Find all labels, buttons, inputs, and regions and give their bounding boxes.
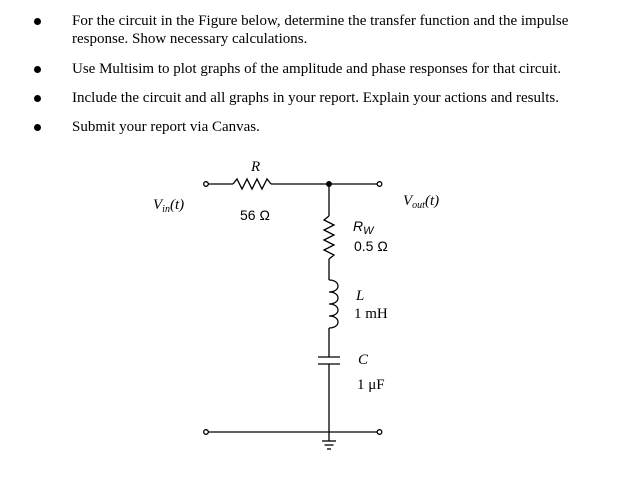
resistor-r-name: R [251, 159, 261, 175]
resistor-r-symbol [233, 179, 271, 189]
resistor-rw-name: $R_W$ [353, 218, 374, 237]
vin-label: $V_{in}(t)$ [153, 197, 185, 215]
bullet-text: Include the circuit and all graphs in your report. Explain your actions and results. [72, 90, 559, 106]
bullet-text: Use Multisim to plot graphs of the amplitude and phase responses for that circuit. [72, 61, 562, 77]
inductor-l-symbol [329, 280, 338, 328]
capacitor-c-value: 1 μF [357, 377, 385, 393]
output-terminal-top [377, 182, 382, 187]
vout-label: $V_{out}(t)$ [403, 193, 440, 211]
resistor-rw-value: 0.5 Ω [354, 238, 388, 254]
input-terminal-bottom [204, 430, 209, 435]
bullet-text: For the circuit in the Figure below, determine the transfer function and the impulse response. Show necessary calculations. [72, 13, 569, 47]
capacitor-c-name: C [358, 352, 369, 368]
resistor-rw-symbol [324, 216, 334, 259]
output-terminal-bottom [377, 430, 382, 435]
inductor-l-value: 1 mH [354, 306, 388, 322]
resistor-r-value: 56 Ω [240, 207, 270, 223]
inductor-l-name: L [356, 288, 365, 304]
bullet-text: Submit your report via Canvas. [72, 119, 260, 135]
input-terminal-top [204, 182, 209, 187]
